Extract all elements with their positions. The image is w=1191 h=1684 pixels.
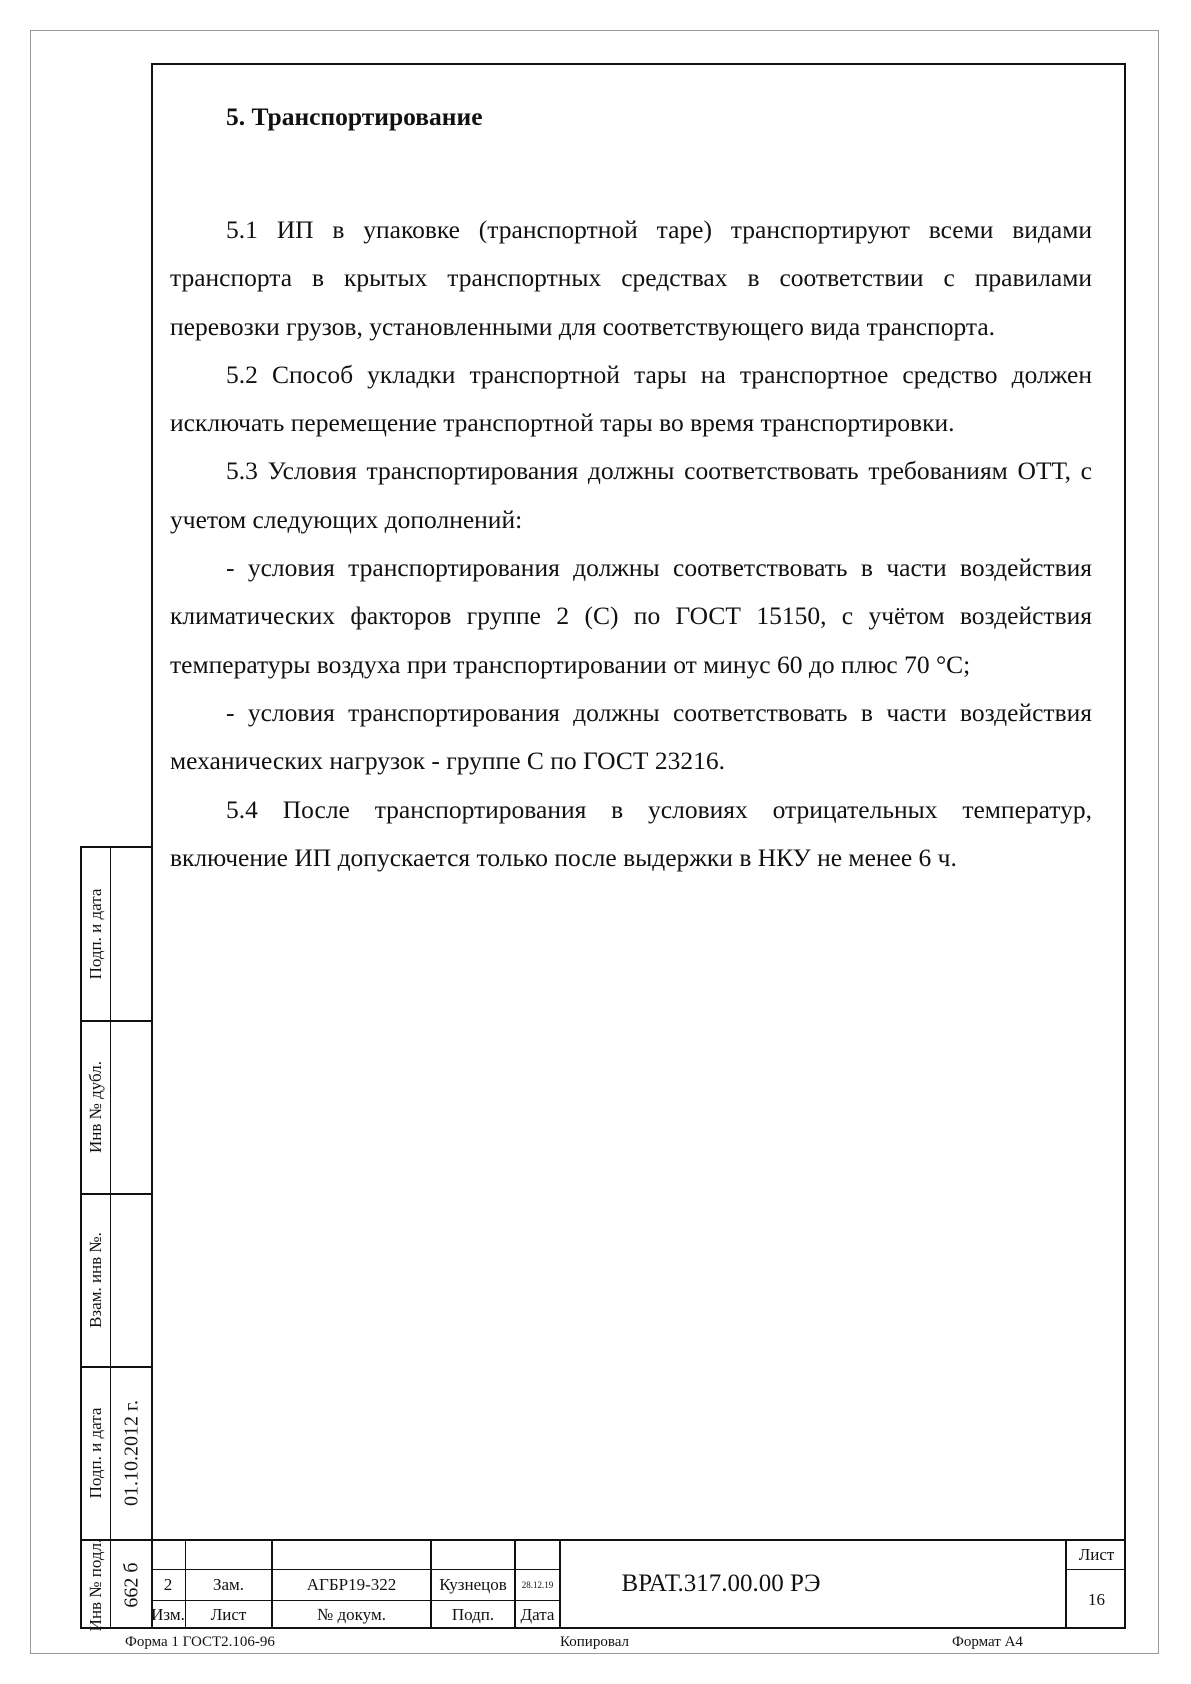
rev-signature: Кузнецов	[439, 1575, 507, 1594]
side-stamp	[80, 846, 151, 1632]
side-stamp-row-divider	[82, 1193, 151, 1195]
paragraph-5-3: 5.3 Условия транспортирования должны соответствовать требованиям ОТТ, с учетом следующих дополнений:	[170, 456, 1092, 534]
paragraph-5-2: 5.2 Способ укладки транспортной тары на транспортное средство должен исключать перемещение транспортной тары во время транспортировки.	[170, 359, 1092, 438]
value-orig-inv: 662 б	[120, 1562, 143, 1608]
label-replace-inv: Взам. инв №.	[86, 1232, 105, 1328]
footer-form: Форма 1 ГОСТ2.106-96	[125, 1634, 275, 1650]
side-stamp-divider	[110, 848, 111, 1627]
sheet-label: Лист	[1078, 1545, 1115, 1564]
section-title: 5. Транспортирование	[226, 102, 483, 131]
rev-change-no: 2	[163, 1575, 173, 1594]
paragraph-mechanical: - условия транспортирования должны соответствовать в части воздействия механических нагрузок - группе С по ГОСТ 23216.	[170, 697, 1092, 776]
rev-date: 28.12.19	[521, 1580, 554, 1590]
paragraph-5-4: 5.4 После транспортирования в условиях отрицательных температур, включение ИП допускается только после выдержки в НКУ не менее 6 ч.	[170, 794, 1092, 872]
header-document: № докум.	[317, 1605, 386, 1624]
value-sign-date-2: 01.10.2012 г.	[120, 1400, 143, 1506]
label-orig-inv: Инв № подл.	[86, 1538, 105, 1632]
label-sign-date-2: Подп. и дата	[86, 1407, 105, 1499]
label-dup-inv: Инв № дубл.	[86, 1060, 105, 1154]
document-designation: ВРАТ.317.00.00 РЭ	[621, 1570, 821, 1597]
header-signature: Подп.	[451, 1605, 495, 1624]
paragraph-5-1: 5.1 ИП в упаковке (транспортной таре) транспортируют всеми видами транспорта в крытых транспортных средствах в соответствии с правилами перевозки грузов, установленными для соответствующего вида транспорта.	[170, 215, 1092, 341]
header-change: Изм.	[151, 1605, 185, 1624]
title-block	[151, 1539, 1126, 1629]
rev-sheet: Зам.	[212, 1575, 245, 1594]
header-sheet: Лист	[210, 1605, 247, 1624]
document-body	[170, 100, 1092, 882]
rev-document-no: АГБР19-322	[306, 1575, 397, 1594]
footer-copied: Копировал	[560, 1634, 629, 1650]
label-sign-date-1: Подп. и дата	[86, 888, 105, 980]
side-stamp-row-divider	[82, 1020, 151, 1022]
footer-format: Формат А4	[952, 1634, 1023, 1650]
sheet-number: 16	[1088, 1589, 1105, 1609]
side-stamp-row-divider	[82, 1366, 151, 1368]
title-block-line	[151, 1539, 1126, 1541]
paragraph-climate: - условия транспортирования должны соответствовать в части воздействия климатических факторов группе 2 (С) по ГОСТ 15150, с учётом воздействия температуры воздуха при транспортировании от минус 60 до плюс 70 °C;	[170, 553, 1092, 679]
header-date: Дата	[520, 1605, 555, 1624]
